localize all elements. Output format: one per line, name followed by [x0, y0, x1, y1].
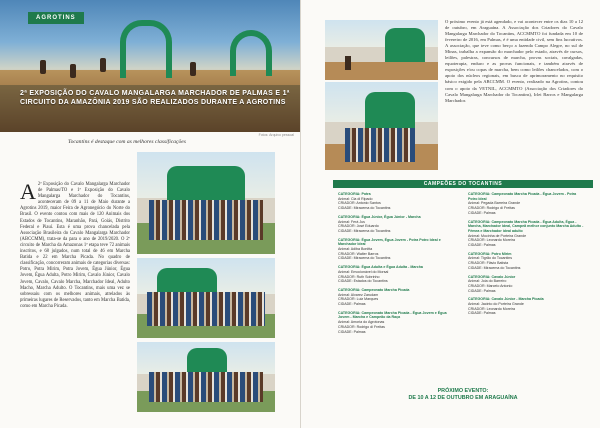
photo-caption: Tocantins é destaque com as melhores classificações — [68, 139, 186, 145]
entry-category: CATEGORIA: Cavalo Júnior — [468, 274, 516, 279]
entry-city: CIDADE: Palmas — [468, 210, 496, 215]
entry-breeder: CRIADOR: Flávio Batista — [468, 261, 509, 266]
hero-photo — [0, 0, 300, 132]
champions-col-a — [338, 192, 456, 338]
entry-animal: Animal: Tigrão do Tocantins — [468, 256, 513, 261]
entry-animal: Animal: Cia di Ripado — [338, 196, 373, 201]
drop-cap: A — [20, 179, 36, 204]
champion-entry — [468, 252, 586, 271]
champion-entry — [468, 192, 586, 216]
entry-category: CATEGORIA: Égua Júnior, Égua Júnior - Marcha — [338, 214, 421, 219]
entry-animal: Animal: Alvarez Zarudam — [338, 292, 379, 297]
entry-breeder: CRIADOR: José Eduardo — [338, 224, 379, 229]
photo-award-group-1 — [137, 152, 275, 254]
entry-animal: Animal: Amoria do Agrotonas — [338, 320, 385, 325]
article-continuation: O próximo evento já está agendado, e vai acontecer entre os dias 10 a 12 de outubro, em Araguaína. A Associação dos Criadores do Cavalo Mangalarga Marchador do Tocantins, ACCMMTO foi fundada em 10 de fevereiro de 2016, em Palmas, é é uma entidade civil, sem fins lucrativos. A associação, que teve como berço a fazenda Campo Alegre, no sul de Minas, trabalha a expansão do marchador pelo estado, através de cursos, leilões, palestras, concursos de marcha, provas sociais, cavalgadas, equoterapia, enduro e as provas funcionais, e também através de exposições e/ou copas de marcha, bem como leilões chancelados, com o apoio dos núcleos regionais, em busca de aprimoramento no requisito básico exigido pela ABCCMM. O evento, realizado na Agrotins, contou com o apoio da VETNIL, ACCMMTO (Associação dos Criadores do Cavalo Mangalarga Marchador do Tocantins), Irlei Barros e Mangalarga Marchador. — [445, 19, 583, 103]
entry-animal: Animal: Ferá Jus — [338, 219, 365, 224]
entry-breeder: CRIADOR: Walter Barros — [338, 251, 379, 256]
entry-breeder: CRIADOR: Ruth Sobrinho — [338, 274, 380, 279]
entry-animal: Animal: Emocionável do Morsal — [338, 269, 389, 274]
article-lead — [20, 179, 130, 310]
entry-city: CIDADE: Miracema do Tocantins — [338, 256, 391, 261]
entry-category: CATEGORIA: Campeonato Marcha Picada — [338, 287, 410, 292]
next-event-label: PRÓXIMO EVENTO: — [437, 388, 489, 394]
entry-city: CIDADE: Palmas — [468, 311, 496, 316]
entry-category: CATEGORIA: Cavalo Júnior - Marcha Picada — [468, 297, 544, 302]
champions-box — [333, 180, 593, 400]
photo-award-group-3 — [137, 342, 275, 412]
champion-entry — [338, 288, 456, 307]
entry-animal: Animal: Joia do Barreiro — [468, 279, 507, 284]
champion-entry — [468, 220, 586, 248]
champion-entry — [338, 311, 456, 335]
entry-breeder: CRIADOR: Marcelo Antonio — [468, 283, 513, 288]
champions-col-b — [468, 192, 586, 320]
photo-arena — [325, 20, 438, 80]
next-event-date: DE 10 A 12 DE OUTUBRO EM ARAGUAÍNA — [408, 394, 518, 401]
headline: 2ª EXPOSIÇÃO DO CAVALO MANGALARGA MARCHADOR DE PALMAS E 1ª CIRCUITO DA AMAZÔNIA 2019 SÃO REALIZADOS DURANTE A AGROTINS — [20, 90, 290, 107]
photo-credit: Fotos: Arquivo pessoal — [258, 133, 294, 137]
entry-breeder: CRIADOR: Luiz Marques — [338, 297, 379, 302]
photo-winner-horse — [325, 82, 438, 170]
entry-city: CIDADE: Palmas — [338, 329, 366, 334]
entry-category: CATEGORIA: Égua Jovem, Égua Jovem - Potra Potro Ideal e Marchador Ideal — [338, 237, 441, 247]
entry-city: CIDADE: Estados do Tocantins — [338, 279, 388, 284]
champion-entry — [338, 265, 456, 284]
entry-category: CATEGORIA: Potro Mirim — [468, 251, 512, 256]
entry-breeder: CRIADOR: Leonardo Moreira — [468, 238, 515, 243]
entry-category: CATEGORIA: Campeonato Marcha Picada - Égua Jovem e Égua Jovem - Marcha e Campeão da Raça — [338, 310, 447, 320]
entry-breeder: CRIADOR: Leonardo Moreira — [468, 306, 515, 311]
entry-animal: Animal: Jacinto do Porteira Grande — [468, 302, 524, 307]
entry-animal: Animal: Mocinha de Porteira Grande — [468, 233, 527, 238]
entry-breeder: CRIADOR: Rodrigo di Freitas — [338, 324, 385, 329]
champion-entry — [338, 192, 456, 211]
entry-city: CIDADE: Miracema do Tocantins — [338, 228, 391, 233]
lead-text: 2ª Exposição do Cavalo Mangalarga Marchador de Palmas/TO e 1ª Exposição do Cavalo Mangalarga Marchador do Tocantins, aconteceram de 09 a 11 de Maio durante a Agrotins 2019, maior Feira de Agronegócio do Norte do Brasil. O evento contou com mais de 120 Animais dos Estados de Tocantins, Maranhão, Pará, Goiás, Distrito Federal e Piauí. Esta é uma prova chancelada pela Associação Brasileira do Cavalo Mangalarga Marchador (ABCCMM), trata-se da para o ano de 2019/2020. O 2º circuito de Marcha da Amazonas 1ª etapa teve 72 animais inscritos, e 68 julgados, num total de 46 em Marcha Batida e 22 em Marcha Picada. No quadro de classificação, concorreram animais de categorias diversas: Potro, Potra Mirim, Potra Jovem, Égua Júnior, Égua Jovem, Égua Adulta, Potro Mirim, Cavalo Júnior, Cavalo Jovem, Cavalo, Cavalo Marcha, Marchador Ideal, Adulto Macho, Marcha Adulto. O Tocantins, mais uma vez se sobressaiu com os melhores animais, atrelados às primeiras lugares de Reservados, tanto em Marcha Batida, como em Marcha Picada. — [20, 182, 130, 309]
champions-title: CAMPEÕES DO TOCANTINS — [333, 180, 593, 188]
champion-entry — [338, 215, 456, 234]
entry-breeder: CRIADOR: Antonio Santos — [338, 201, 381, 206]
photo-award-group-2 — [137, 258, 275, 338]
entry-city: CIDADE: Miracema do Tocantins — [338, 206, 391, 211]
section-tag: AGROTINS — [28, 12, 84, 24]
entry-animal: Animal: Pegada Barreira Grande — [468, 201, 521, 206]
champion-entry — [468, 275, 586, 294]
entry-breeder: CRIADOR: Rodrigo di Freitas — [468, 206, 515, 211]
champion-entry — [338, 238, 456, 262]
entry-city: CIDADE: Palmas — [468, 243, 496, 248]
entry-category: CATEGORIA: Potra — [338, 192, 371, 196]
champion-entry — [468, 297, 586, 316]
next-event — [333, 388, 593, 402]
entry-animal: Animal: Adiba Bonitta — [338, 247, 373, 252]
entry-category: CATEGORIA: Campeonato Marcha Picada - Égua Adulta, Égua - Marcha, Marchador Ideal, Campeã melhor conjunto Marcha Adulto - Fêmea e Marchador ideal adulto — [468, 219, 584, 233]
entry-city: CIDADE: Miracema do Tocantins — [468, 265, 521, 270]
entry-category: CATEGORIA: Égua Adulta e Égua Adulta - Marcha — [338, 265, 423, 270]
entry-category: CATEGORIA: Campeonato Marcha Picada - Égua Jovem - Potra Potro Ideal — [468, 192, 577, 201]
entry-city: CIDADE: Palmas — [468, 288, 496, 293]
entry-city: CIDADE: Palmas — [338, 302, 366, 307]
